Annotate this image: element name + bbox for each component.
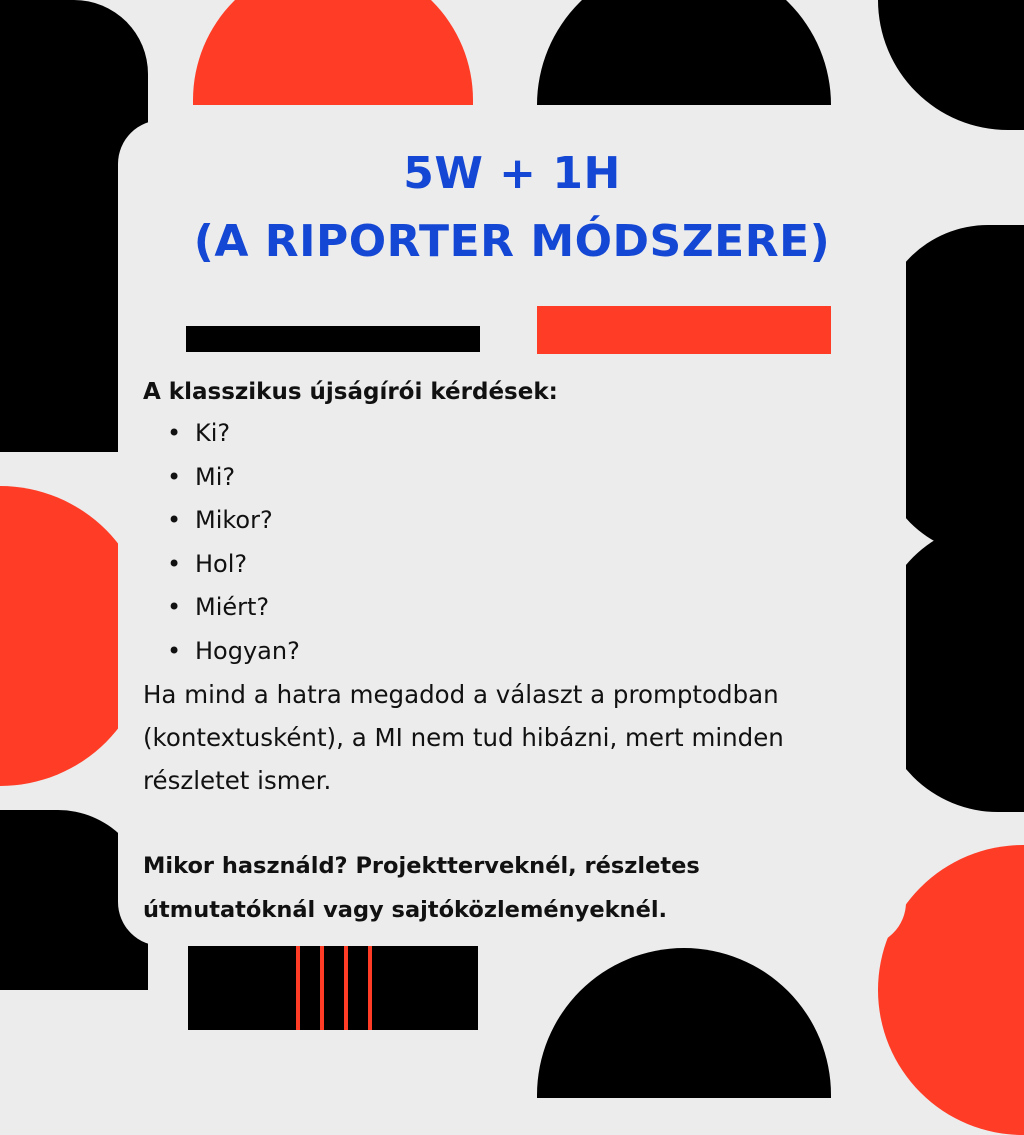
- page-title: [118, 140, 906, 276]
- black-dome-top-center: [537, 0, 831, 105]
- red-divider-bar: [537, 306, 831, 354]
- black-block-bottom-center-left: [188, 940, 478, 1030]
- bullet-icon: •: [167, 462, 182, 491]
- list-item: [167, 412, 873, 456]
- red-stripe-3: [344, 940, 348, 1030]
- black-dome-bottom-center: [537, 948, 831, 1098]
- question-label: Mi?: [195, 462, 236, 491]
- bullet-icon: •: [167, 593, 182, 621]
- list-item: [167, 543, 873, 587]
- list-item: [167, 630, 873, 674]
- question-label: Miért?: [195, 593, 270, 621]
- list-item: [167, 456, 873, 500]
- question-label: Hogyan?: [195, 636, 300, 665]
- bullet-icon: •: [167, 506, 182, 534]
- question-list: [143, 412, 873, 673]
- question-label: Hol?: [195, 549, 248, 578]
- question-label: Mikor?: [195, 506, 273, 534]
- title-line-2: (A RIPORTER MÓDSZERE): [193, 216, 831, 267]
- red-stripe-4: [368, 940, 372, 1030]
- explanation-text: Ha mind a hatra megadod a választ a promptodban (kontextusként), a MI nem tud hibázni, mert minden részletet ismer.: [143, 680, 784, 795]
- usage-text: Mikor használd? Projektterveknél, részletes útmutatóknál vagy sajtóközleményeknél.: [143, 853, 700, 923]
- red-semicircle-top: [193, 0, 473, 105]
- bullet-icon: •: [167, 549, 182, 578]
- red-stripe-2: [320, 940, 324, 1030]
- question-label: Ki?: [195, 419, 231, 447]
- list-item: [167, 499, 873, 543]
- bullet-icon: •: [167, 419, 182, 447]
- black-divider-bar: [186, 326, 480, 352]
- black-rounded-top-right: [878, 0, 1024, 130]
- list-item: [167, 586, 873, 630]
- main-content: [143, 372, 873, 932]
- title-line-1: 5W + 1H: [403, 148, 621, 199]
- intro-text: A klasszikus újságírói kérdések:: [143, 379, 558, 405]
- red-stripe-1: [296, 940, 300, 1030]
- bullet-icon: •: [167, 636, 182, 665]
